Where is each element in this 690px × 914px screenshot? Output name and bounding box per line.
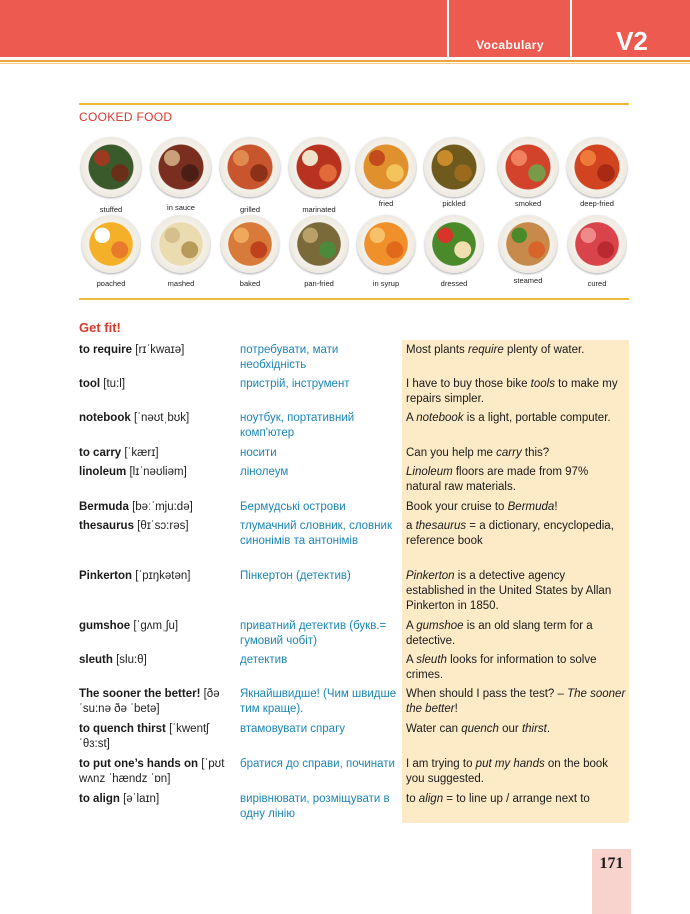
food-photo [152, 215, 210, 273]
vocab-word [79, 446, 237, 461]
food-caption: poached [96, 279, 126, 288]
food-item-dressed [418, 215, 490, 288]
vocab-word [79, 411, 237, 426]
word-text: sleuth [79, 654, 113, 666]
vocab-example: A sleuth looks for information to solve crimes. [406, 654, 597, 681]
food-photo [151, 137, 211, 197]
vocab-translation: втамовувати спрагу [240, 723, 346, 735]
food-item-steamed [492, 215, 564, 285]
header-divider-thin [0, 63, 690, 64]
vocab-example: I am trying to put my hands on the book you suggested. [406, 758, 609, 785]
vocab-example: A notebook is a light, portable computer. [406, 412, 611, 424]
cooked-food-bottom-rule [79, 298, 629, 300]
word-text: thesaurus [79, 520, 134, 532]
section-code: V2 [616, 26, 648, 56]
vocab-word [79, 619, 237, 634]
food-caption: cured [587, 279, 607, 288]
food-item-deep-fried [561, 137, 633, 208]
food-caption: in syrup [372, 279, 400, 288]
phonetic-transcription: [əˈlaɪn] [123, 793, 160, 805]
food-item-grilled [214, 137, 286, 214]
word-text: to carry [79, 447, 122, 459]
phonetic-transcription: [ˈkwentʃ ˈθɜ:st] [79, 723, 209, 750]
food-caption: mashed [167, 279, 195, 288]
vocab-example: Water can quench our thirst. [406, 723, 551, 735]
food-item-cured [561, 215, 633, 288]
section-label: Vocabulary [476, 38, 544, 52]
word-text: to quench thirst [79, 723, 166, 735]
vocab-translation: Якнайшвидше! (Чим швидше тим краще). [240, 688, 397, 715]
vocab-word [79, 722, 237, 752]
vocab-word [79, 500, 237, 515]
food-photo [499, 215, 557, 273]
word-text: linoleum [79, 466, 127, 478]
vocab-translation: ноутбук, портативний комп'ютер [240, 412, 355, 439]
food-caption: pan-fried [304, 279, 334, 288]
food-photo [290, 215, 348, 273]
vocab-word [79, 757, 237, 787]
food-photo [568, 215, 626, 273]
food-photo [220, 137, 280, 197]
vocab-example: Book your cruise to Bermuda! [406, 501, 558, 513]
vocab-translation: тлумачний словник, словник синонімів та антонімів [240, 520, 392, 547]
phonetic-transcription: [tu:l] [103, 378, 126, 390]
food-item-mashed [145, 215, 217, 288]
food-caption: baked [239, 279, 261, 288]
food-caption: deep-fried [580, 199, 614, 208]
food-item-baked [214, 215, 286, 288]
food-caption: fried [378, 199, 394, 208]
vocab-word [79, 653, 237, 668]
food-photo [357, 215, 415, 273]
vocab-example: Most plants require plenty of water. [406, 344, 585, 356]
phonetic-transcription: [slu:θ] [116, 654, 147, 666]
vocab-translation: братися до справи, починати [240, 758, 395, 770]
food-photo [289, 137, 349, 197]
header-divider [0, 60, 690, 62]
vocab-example: A gumshoe is an old slang term for a detective. [406, 620, 593, 647]
vocab-example: Can you help me carry this? [406, 447, 550, 459]
vocab-word [79, 465, 237, 480]
word-text: notebook [79, 412, 131, 424]
get-fit-title: Get fit! [79, 320, 121, 335]
vocab-word [79, 343, 237, 358]
food-item-marinated [283, 137, 355, 214]
word-text: Pinkerton [79, 570, 133, 582]
phonetic-transcription: [rɪˈkwaɪə] [135, 344, 185, 356]
food-item-fried [350, 137, 422, 208]
vocab-translation: вирівнювати, розміщувати в одну лінію [240, 793, 390, 820]
food-caption: grilled [239, 205, 260, 214]
food-item-in-sauce [145, 137, 217, 212]
phonetic-transcription: [θɪˈsɔ:rəs] [137, 520, 189, 532]
food-caption: steamed [513, 276, 543, 285]
word-text: to require [79, 344, 133, 356]
food-photo [356, 137, 416, 197]
cooked-food-top-rule [79, 103, 629, 105]
food-caption: stuffed [99, 205, 123, 214]
phonetic-transcription: [ðə ˈsu:nə ðə ˈbetə] [79, 688, 220, 715]
food-item-stuffed [75, 137, 147, 214]
vocab-example: Pinkerton is a detective agency established in the United States by Allan Pinkerton in 1850. [406, 570, 612, 612]
word-text: tool [79, 378, 101, 390]
food-item-pickled [418, 137, 490, 208]
vocab-example: a thesaurus = a dictionary, encyclopedia, reference book [406, 520, 614, 547]
header-band [0, 0, 690, 57]
vocab-translation: потребувати, мати необхідність [240, 344, 339, 371]
vocab-example: When should I pass the test? – The sooner the better! [406, 688, 626, 715]
vocab-word [79, 519, 237, 534]
food-photo [425, 215, 483, 273]
food-caption: in sauce [167, 203, 195, 212]
vocab-example: I have to buy those bike tools to make my repairs simpler. [406, 378, 618, 405]
food-caption: marinated [302, 205, 336, 214]
vocab-translation: детектив [240, 654, 288, 666]
food-item-smoked [492, 137, 564, 208]
vocab-word [79, 792, 237, 807]
vocab-translation: пристрій, інструмент [240, 378, 350, 390]
section-label-box [447, 0, 571, 57]
phonetic-transcription: [ˈpʊt wʌnz ˈhændz ˈɒn] [79, 758, 225, 785]
word-text: Bermuda [79, 501, 129, 513]
phonetic-transcription: [ˈkærɪ] [124, 447, 159, 459]
food-photo [567, 137, 627, 197]
vocab-translation: носити [240, 447, 277, 459]
food-caption: smoked [514, 199, 542, 208]
food-caption: dressed [440, 279, 468, 288]
food-photo [221, 215, 279, 273]
food-photo [498, 137, 558, 197]
phonetic-transcription: [ˈgʌmˌʃu] [133, 620, 179, 632]
section-code-box [570, 0, 690, 57]
vocab-example: Linoleum floors are made from 97% natural raw materials. [406, 466, 589, 493]
food-caption: pickled [442, 199, 466, 208]
vocab-translation: Бермудські острови [240, 501, 346, 513]
vocab-translation: приватний детектив (букв.= гумовий чобіт) [240, 620, 387, 647]
phonetic-transcription: [lɪˈnəʊliəm] [129, 466, 187, 478]
phonetic-transcription: [ˈnəʊtˌbʊk] [133, 412, 190, 424]
food-photo [424, 137, 484, 197]
word-text: to put one’s hands on [79, 758, 199, 770]
word-text: gumshoe [79, 620, 131, 632]
vocab-example: to align = to line up / arrange next to [406, 793, 590, 805]
word-text: The sooner the better! [79, 688, 201, 700]
vocab-translation: лінолеум [240, 466, 289, 478]
vocab-translation: Пінкертон (детектив) [240, 570, 351, 582]
vocab-word [79, 569, 237, 584]
word-text: to align [79, 793, 120, 805]
page-number: 171 [599, 855, 624, 872]
food-item-in-syrup [350, 215, 422, 288]
vocab-word [79, 687, 237, 717]
cooked-food-title: COOKED FOOD [79, 110, 173, 124]
food-item-pan-fried [283, 215, 355, 288]
food-photo [81, 137, 141, 197]
phonetic-transcription: [bəːˈmju:də] [132, 501, 193, 513]
phonetic-transcription: [ˈpɪŋkətən] [135, 570, 191, 582]
vocab-word [79, 377, 237, 392]
food-item-poached [75, 215, 147, 288]
food-photo [82, 215, 140, 273]
